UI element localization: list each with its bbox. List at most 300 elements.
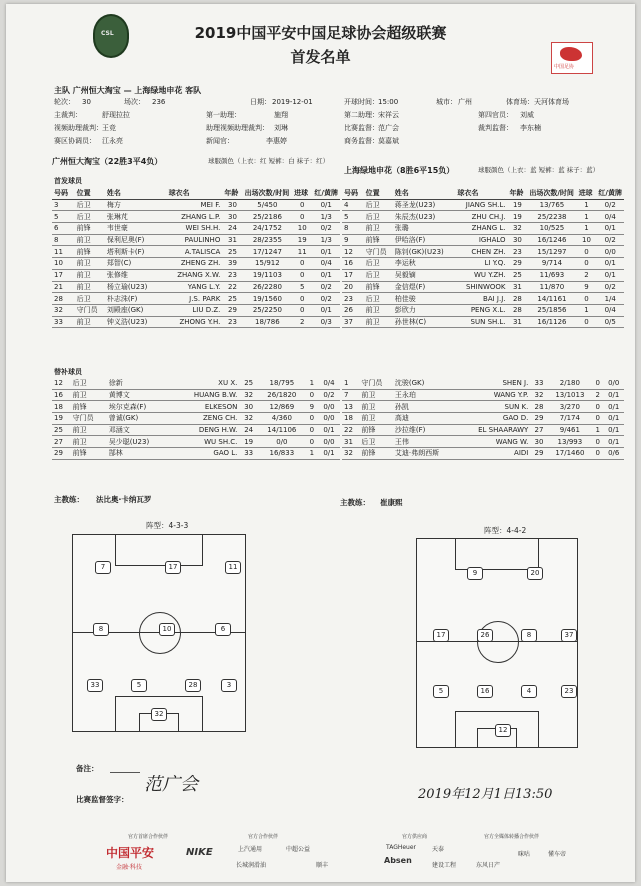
table-cell: 10 xyxy=(292,223,312,235)
table-cell: 前卫 xyxy=(71,436,107,448)
table-cell: PENG X.L. xyxy=(455,304,507,316)
table-cell: 10/525 xyxy=(527,223,576,235)
table-cell: 23 xyxy=(342,293,364,305)
sponsor-header-title: 官方首席合作伙伴 xyxy=(128,834,169,840)
table-cell: DENG H.W. xyxy=(171,424,239,436)
table-cell: 1/3 xyxy=(312,211,340,223)
table-cell: 29 xyxy=(52,448,71,460)
table-cell: 16/1246 xyxy=(527,234,576,246)
table-cell: 17 xyxy=(52,269,75,281)
table-cell: 1 xyxy=(577,223,597,235)
table-cell: 郜林 xyxy=(107,448,171,460)
table-cell: 守门员 xyxy=(359,378,393,389)
table-cell: 后卫 xyxy=(364,269,393,281)
table-row xyxy=(342,389,624,401)
table-cell: 刘殿座(GK) xyxy=(105,304,167,316)
table-cell: 后卫 xyxy=(75,293,105,305)
sponsor-header-suppliers: 官方供应商 xyxy=(402,834,428,840)
table-cell: 0/0 xyxy=(258,436,306,448)
table-cell: WANG W. xyxy=(458,436,531,448)
table-cell: 前锋 xyxy=(364,281,393,293)
city-label: 城市： xyxy=(436,98,457,106)
player-marker: 17 xyxy=(165,561,181,574)
column-header: 位置 xyxy=(364,188,393,199)
table-cell: 30 xyxy=(239,401,258,413)
table-cell: 6 xyxy=(52,223,75,235)
table-cell: 0 xyxy=(292,269,312,281)
table-cell: 16 xyxy=(342,258,364,270)
table-row xyxy=(342,316,624,328)
table-cell: 3/270 xyxy=(548,401,592,413)
home-team-title: 广州恒大淘宝（22胜3平4负） xyxy=(52,157,163,166)
top-penalty-box xyxy=(455,538,539,570)
table-cell: 31 xyxy=(508,281,528,293)
column-header: 年龄 xyxy=(222,188,242,199)
table-cell: 19/1103 xyxy=(243,269,292,281)
table-cell: 1 xyxy=(306,448,318,460)
column-header: 红/黄牌 xyxy=(596,188,624,199)
table-cell: 18/795 xyxy=(258,378,306,389)
table-cell: SHINWOOK xyxy=(455,281,507,293)
kickoff-label: 开球时间： xyxy=(344,98,379,106)
table-cell: 32 xyxy=(530,389,547,401)
table-cell: 徐新 xyxy=(107,378,171,389)
table-cell: 钟义浩(U23) xyxy=(105,316,167,328)
table-cell: CHEN ZH. xyxy=(455,246,507,258)
table-cell: 9 xyxy=(306,401,318,413)
table-cell: 塔利斯卡(F) xyxy=(105,246,167,258)
table-cell: 0/2 xyxy=(312,223,340,235)
table-cell: 9/714 xyxy=(527,258,576,270)
table-cell: 陈钊(GK)(U23) xyxy=(393,246,456,258)
table-cell: A.TALISCA xyxy=(167,246,223,258)
commissioner-value: 范广会 xyxy=(378,124,399,132)
home-coach-label: 主教练： xyxy=(54,495,84,504)
table-cell: IGHALO xyxy=(455,234,507,246)
table-cell: 12/869 xyxy=(258,401,306,413)
var-label: 视频助理裁判： xyxy=(54,124,103,132)
table-cell: 前锋 xyxy=(71,448,107,460)
table-row xyxy=(342,234,624,246)
table-cell: 伊哈洛(F) xyxy=(393,234,456,246)
away-formation: 阵型：4-4-2 xyxy=(484,526,527,535)
player-marker: 6 xyxy=(215,623,231,636)
table-cell: 前锋 xyxy=(359,424,393,436)
away-coach-label: 主教练： xyxy=(340,498,370,507)
table-cell: 前卫 xyxy=(75,316,105,328)
table-cell: 后卫 xyxy=(75,199,105,211)
table-cell: 后卫 xyxy=(75,211,105,223)
table-cell: 0/1 xyxy=(603,424,624,436)
table-cell: 0 xyxy=(292,211,312,223)
table-cell: 26 xyxy=(342,304,364,316)
table-cell: GAO D. xyxy=(458,413,531,425)
table-cell: WU SH.C. xyxy=(171,436,239,448)
home-formation: 阵型：4-3-3 xyxy=(146,521,189,530)
table-cell: EL SHAARAWY xyxy=(458,424,531,436)
table-cell: 张修维 xyxy=(105,269,167,281)
table-cell: 前锋 xyxy=(71,401,107,413)
table-cell: ZHU CH.J. xyxy=(455,211,507,223)
table-cell: 0 xyxy=(292,293,312,305)
column-header: 姓名 xyxy=(393,188,456,199)
table-cell: 前锋 xyxy=(359,448,393,460)
table-cell: 9 xyxy=(342,234,364,246)
table-cell: 1/4 xyxy=(596,293,624,305)
table-cell: 1 xyxy=(306,378,318,389)
table-cell: GAO L. xyxy=(171,448,239,460)
table-row xyxy=(52,401,340,413)
table-cell: 前锋 xyxy=(75,246,105,258)
table-cell: 李运秋 xyxy=(393,258,456,270)
table-cell: 23 xyxy=(222,269,242,281)
column-header: 号码 xyxy=(52,188,75,199)
table-cell: 0 xyxy=(577,258,597,270)
table-row xyxy=(342,281,624,293)
table-cell: 王伟 xyxy=(393,436,458,448)
table-cell: 25/2250 xyxy=(243,304,292,316)
ar2-value: 宋祥云 xyxy=(378,111,399,119)
table-cell: 埃尔克森(F) xyxy=(107,401,171,413)
table-cell: WANG Y.P. xyxy=(458,389,531,401)
table-cell: 19 xyxy=(508,199,528,211)
table-cell: 前卫 xyxy=(75,269,105,281)
table-cell: 0/4 xyxy=(312,258,340,270)
table-cell: 曾诚(GK) xyxy=(107,413,171,425)
column-header: 位置 xyxy=(75,188,105,199)
table-cell: 24/1752 xyxy=(243,223,292,235)
table-cell: 0/2 xyxy=(312,293,340,305)
var-value: 王竞 xyxy=(102,124,116,132)
venue-coordinator-label: 赛区协调员： xyxy=(54,137,96,145)
table-cell: 8 xyxy=(342,223,364,235)
table-cell: 2 xyxy=(592,389,603,401)
kickoff-value: 15:00 xyxy=(378,98,399,106)
table-cell: 1/3 xyxy=(312,234,340,246)
away-team-title: 上海绿地申花（8胜6平15负） xyxy=(344,166,455,175)
assessor-value: 李东楠 xyxy=(520,124,541,132)
table-cell: 8 xyxy=(52,234,75,246)
home-starters-table xyxy=(52,188,340,328)
table-cell: 24 xyxy=(239,424,258,436)
table-cell: 15/912 xyxy=(243,258,292,270)
table-cell: 前卫 xyxy=(359,389,393,401)
column-header: 进球 xyxy=(292,188,312,199)
table-cell: 30 xyxy=(530,436,547,448)
city-value: 广州 xyxy=(458,98,472,106)
table-cell: 12 xyxy=(52,378,71,389)
table-cell: 0/1 xyxy=(312,246,340,258)
table-cell: 13/765 xyxy=(527,199,576,211)
home-subs-table xyxy=(52,378,340,460)
table-cell: JIANG SH.L. xyxy=(455,199,507,211)
table-row xyxy=(52,246,340,258)
table-cell: 前卫 xyxy=(359,413,393,425)
table-row xyxy=(342,304,624,316)
table-cell: 4 xyxy=(342,199,364,211)
sponsor-nike: NIKE xyxy=(186,847,213,858)
table-cell: 1 xyxy=(577,304,597,316)
table-cell: 彭欣力 xyxy=(393,304,456,316)
ar2-label: 第二助理： xyxy=(344,111,379,119)
table-cell: LI Y.Q. xyxy=(455,258,507,270)
table-cell: 19 xyxy=(508,211,528,223)
sponsor-tagheuer: TAGHeuer xyxy=(386,844,417,851)
table-row xyxy=(342,211,624,223)
player-marker: 23 xyxy=(561,685,577,698)
table-cell: 0/1 xyxy=(596,223,624,235)
table-cell: 3 xyxy=(52,199,75,211)
home-coach: 法比奥·卡纳瓦罗 xyxy=(96,495,152,504)
table-row xyxy=(52,223,340,235)
table-cell: 0 xyxy=(592,401,603,413)
table-row xyxy=(52,424,340,436)
column-header: 出场次数/时间 xyxy=(527,188,576,199)
table-cell: 前卫 xyxy=(364,304,393,316)
column-header: 年龄 xyxy=(508,188,528,199)
player-marker: 8 xyxy=(93,623,109,636)
player-marker: 11 xyxy=(225,561,241,574)
table-cell: 10 xyxy=(577,234,597,246)
table-cell: 韦世豪 xyxy=(105,223,167,235)
table-cell: 沈骏(GK) xyxy=(393,378,458,389)
table-cell: BAI J.J. xyxy=(455,293,507,305)
table-cell: 0/4 xyxy=(596,211,624,223)
table-cell: YANG L.Y. xyxy=(167,281,223,293)
table-cell: 33 xyxy=(530,378,547,389)
table-cell: 0/1 xyxy=(603,401,624,413)
signed-date: 2019年12月1日13:50 xyxy=(418,787,553,802)
table-cell: 0/1 xyxy=(312,199,340,211)
press-officer-value: 李惠婷 xyxy=(266,137,287,145)
table-cell: 0/2 xyxy=(596,199,624,211)
table-cell: 30 xyxy=(508,234,528,246)
table-cell: 32 xyxy=(239,413,258,425)
center-circle xyxy=(477,621,519,663)
table-cell: 沙拉维(F) xyxy=(393,424,458,436)
table-cell: 朱辰杰(U23) xyxy=(393,211,456,223)
home-subs-label: 替补球员 xyxy=(54,368,82,376)
date-label: 日期： xyxy=(250,98,271,106)
referee-value: 舒现拉拉 xyxy=(102,111,130,119)
column-header: 进球 xyxy=(577,188,597,199)
player-marker: 5 xyxy=(131,679,147,692)
sponsor-header-media: 官方全媒体转播合作伙伴 xyxy=(484,834,540,840)
stadium-label: 体育场： xyxy=(506,98,534,106)
table-cell: 25 xyxy=(222,246,242,258)
table-cell: ZHENG ZH. xyxy=(167,258,223,270)
sponsor-pingan: 中国平安 xyxy=(106,846,155,860)
press-officer-label: 新闻官： xyxy=(206,137,234,145)
table-cell: 15/1297 xyxy=(527,246,576,258)
table-cell: LIU D.Z. xyxy=(167,304,223,316)
player-marker: 37 xyxy=(561,629,577,642)
table-cell: 0 xyxy=(577,293,597,305)
table-row xyxy=(342,413,624,425)
sponsor-greatwall: 长城润滑油 xyxy=(236,862,267,869)
table-cell: 艾迪·弗朗西斯 xyxy=(393,448,458,460)
ar1-value: 施翔 xyxy=(274,111,288,119)
table-cell: 25/1856 xyxy=(527,304,576,316)
table-cell: 28/2355 xyxy=(243,234,292,246)
table-cell: 0/2 xyxy=(596,281,624,293)
table-cell: 0 xyxy=(592,413,603,425)
table-cell: 27 xyxy=(52,436,71,448)
table-cell: 2 xyxy=(292,316,312,328)
table-cell: 25 xyxy=(52,424,71,436)
table-row xyxy=(342,378,624,389)
table-cell: 0/3 xyxy=(312,316,340,328)
home-starters-label: 首发球员 xyxy=(54,177,82,185)
table-cell: 前卫 xyxy=(359,401,393,413)
sponsor-dongchedi: 懂车帝 xyxy=(548,851,567,858)
table-cell: 17/1247 xyxy=(243,246,292,258)
table-cell: 31 xyxy=(222,234,242,246)
table-cell: 前卫 xyxy=(364,316,393,328)
round-value: 30 xyxy=(82,98,91,106)
table-cell: 29 xyxy=(530,448,547,460)
fixture-line: 主队 广州恒大淘宝 — 上海绿地申花 客队 xyxy=(54,86,202,95)
table-cell: 17/1460 xyxy=(548,448,592,460)
table-header xyxy=(52,188,340,199)
table-cell: 杨立瑜(U23) xyxy=(105,281,167,293)
table-row xyxy=(342,246,624,258)
table-cell: AIDI xyxy=(458,448,531,460)
table-cell: SHEN J. xyxy=(458,378,531,389)
table-cell: 0 xyxy=(306,436,318,448)
table-cell: 21 xyxy=(52,281,75,293)
table-cell: 7 xyxy=(342,389,359,401)
table-cell: 0/1 xyxy=(603,436,624,448)
referee-label: 主裁判： xyxy=(54,111,82,119)
table-cell: 32 xyxy=(52,304,75,316)
table-cell: 19 xyxy=(292,234,312,246)
table-cell: 0 xyxy=(292,258,312,270)
table-cell: 朴志洙(F) xyxy=(105,293,167,305)
table-cell: 邓涵文 xyxy=(107,424,171,436)
table-cell: 16/833 xyxy=(258,448,306,460)
table-cell: 30 xyxy=(222,199,242,211)
table-cell: 黄博文 xyxy=(107,389,171,401)
page-subtitle: 首发名单 xyxy=(290,48,351,66)
avar-label: 助理视频助理裁判： xyxy=(206,124,269,132)
table-cell: 32 xyxy=(239,389,258,401)
table-cell: 0 xyxy=(577,246,597,258)
table-cell: 0 xyxy=(292,304,312,316)
table-row xyxy=(52,199,340,211)
table-cell: 29 xyxy=(508,258,528,270)
column-header: 姓名 xyxy=(105,188,167,199)
home-kit-colors: 球服颜色（上衣：红 短裤：白 袜子：红） xyxy=(208,157,330,165)
table-cell: 吴毅镝 xyxy=(393,269,456,281)
table-cell: 前卫 xyxy=(364,223,393,235)
table-cell: 26/2280 xyxy=(243,281,292,293)
sponsor-migu: 咪咕 xyxy=(518,851,531,858)
table-cell: 39 xyxy=(222,258,242,270)
table-cell: 31 xyxy=(342,436,359,448)
table-cell: 1 xyxy=(592,424,603,436)
table-cell: 0/0 xyxy=(318,436,340,448)
table-row xyxy=(342,401,624,413)
table-cell: 0/1 xyxy=(596,258,624,270)
table-cell: 前锋 xyxy=(364,234,393,246)
column-header: 出场次数/时间 xyxy=(243,188,292,199)
table-cell: 4/360 xyxy=(258,413,306,425)
page-title: 2019中国平安中国足球协会超级联赛 xyxy=(194,24,447,42)
table-row xyxy=(52,281,340,293)
csl-logo: CSL xyxy=(93,14,129,58)
table-cell: 吴少聪(U23) xyxy=(107,436,171,448)
table-cell: 13/993 xyxy=(548,436,592,448)
player-marker: 8 xyxy=(521,629,537,642)
sponsor-header-partners: 官方合作伙伴 xyxy=(248,834,279,840)
table-cell: 29 xyxy=(222,304,242,316)
table-row xyxy=(52,293,340,305)
top-penalty-box xyxy=(115,534,203,566)
table-row xyxy=(342,424,624,436)
venue-coordinator-value: 江永亮 xyxy=(102,137,123,145)
table-cell: 10 xyxy=(52,258,75,270)
table-row xyxy=(342,448,624,460)
sponsor-sf: 顺丰 xyxy=(316,862,329,869)
table-cell: 11 xyxy=(292,246,312,258)
table-cell: J.S. PARK xyxy=(167,293,223,305)
table-cell: 前卫 xyxy=(75,234,105,246)
table-cell: 张琳芃 xyxy=(105,211,167,223)
table-cell: 后卫 xyxy=(364,293,393,305)
match-label: 场次： xyxy=(124,98,145,106)
table-cell: ZENG CH. xyxy=(171,413,239,425)
table-row xyxy=(52,378,340,389)
table-cell: 0 xyxy=(592,378,603,389)
player-marker: 17 xyxy=(433,629,449,642)
player-marker: 5 xyxy=(433,685,449,698)
cfa-logo: 中国足协 xyxy=(551,42,593,74)
table-cell: 0 xyxy=(306,413,318,425)
table-cell: 13/1013 xyxy=(548,389,592,401)
table-cell: 5 xyxy=(342,211,364,223)
table-row xyxy=(52,304,340,316)
player-marker: 32 xyxy=(151,708,167,721)
table-cell: 17 xyxy=(342,269,364,281)
table-cell: 5 xyxy=(292,281,312,293)
table-cell: 0/4 xyxy=(318,378,340,389)
table-cell: 前锋 xyxy=(75,223,105,235)
table-cell: 12 xyxy=(342,246,364,258)
table-cell: 22 xyxy=(342,424,359,436)
table-cell: 高迪 xyxy=(393,413,458,425)
table-cell: 0/1 xyxy=(312,269,340,281)
table-cell: 9/461 xyxy=(548,424,592,436)
table-cell: 0/0 xyxy=(596,246,624,258)
away-coach: 崔康熙 xyxy=(380,498,403,507)
match-sheet xyxy=(6,4,635,882)
table-cell: 郑智(C) xyxy=(105,258,167,270)
table-cell: 23 xyxy=(222,316,242,328)
table-cell: 孙凯 xyxy=(393,401,458,413)
table-cell: 0/2 xyxy=(596,234,624,246)
round-label: 轮次： xyxy=(54,98,75,106)
table-cell: 0 xyxy=(592,448,603,460)
table-cell: 25 xyxy=(239,378,258,389)
player-marker: 28 xyxy=(185,679,201,692)
table-cell: 后卫 xyxy=(364,211,393,223)
table-cell: 守门员 xyxy=(364,246,393,258)
commissioner-label: 比赛监督： xyxy=(344,124,379,132)
table-cell: 0/1 xyxy=(596,269,624,281)
player-marker: 4 xyxy=(521,685,537,698)
ar1-label: 第一助理： xyxy=(206,111,241,119)
